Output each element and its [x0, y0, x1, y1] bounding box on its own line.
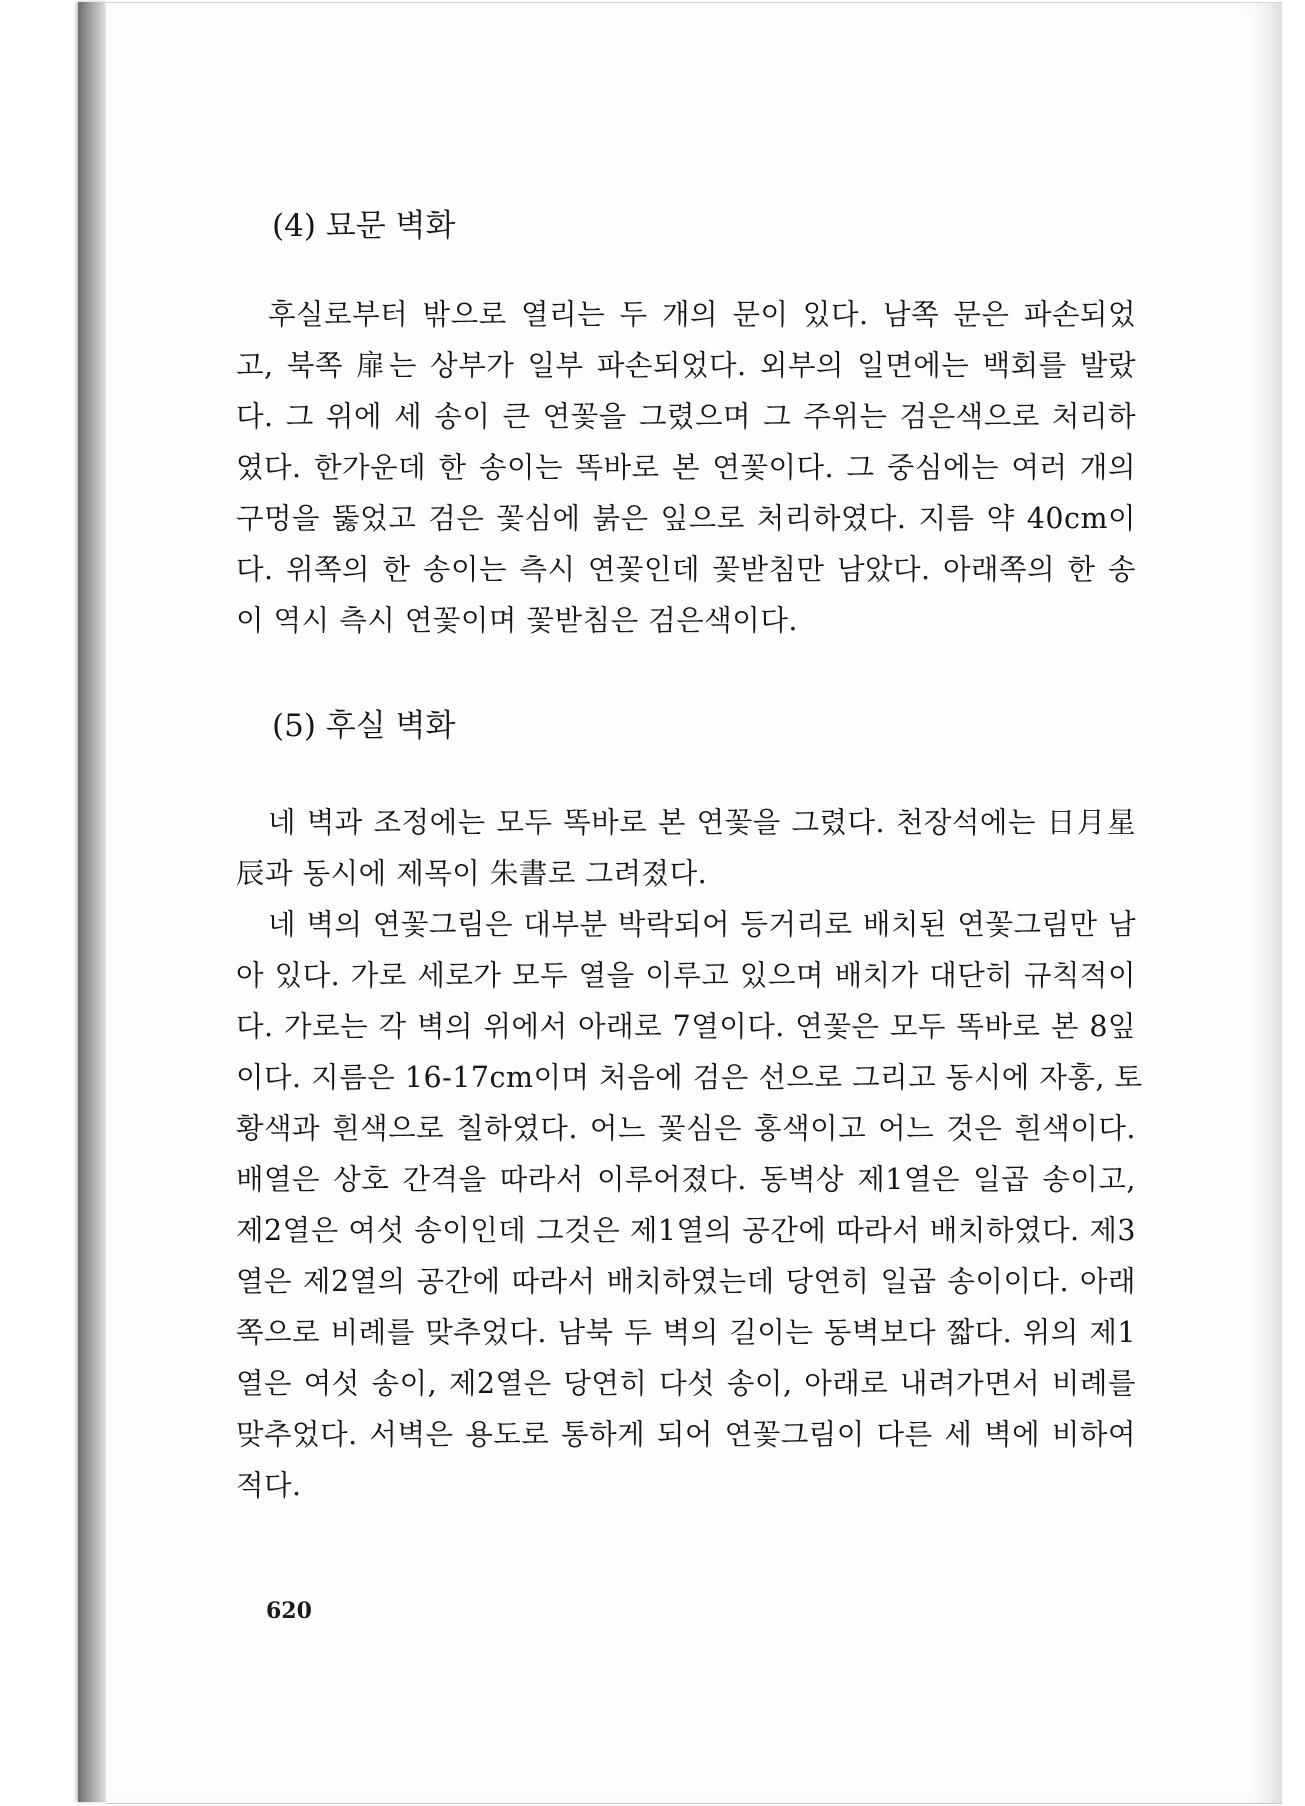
paragraph-line: 제2열은 여섯 송이인데 그것은 제1열의 공간에 따라서 배치하였다. 제3 — [236, 1214, 1136, 1247]
page-number: 620 — [266, 1598, 312, 1624]
paragraph-line: 이 역시 측시 연꽃이며 꽃받침은 검은색이다. — [236, 604, 798, 637]
paragraph-line: 다. 가로는 각 벽의 위에서 아래로 7열이다. 연꽃은 모두 똑바로 본 8잎 — [236, 1010, 1136, 1043]
paragraph-line: 아 있다. 가로 세로가 모두 열을 이루고 있으며 배치가 대단히 규칙적이 — [236, 959, 1136, 992]
paragraph-line: 다. 그 위에 세 송이 큰 연꽃을 그렸으며 그 주위는 검은색으로 처리하 — [236, 400, 1136, 433]
paragraph-line: 였다. 한가운데 한 송이는 똑바로 본 연꽃이다. 그 중심에는 여러 개의 — [236, 451, 1136, 484]
paragraph-line: 다. 위쪽의 한 송이는 측시 연꽃인데 꽃받침만 남았다. 아래쪽의 한 송 — [236, 553, 1136, 586]
paragraph-line: 배열은 상호 간격을 따라서 이루어졌다. 동벽상 제1열은 일곱 송이고, — [236, 1163, 1136, 1196]
paragraph-line: 고, 북쪽 扉는 상부가 일부 파손되었다. 외부의 일면에는 백회를 발랐 — [236, 349, 1136, 382]
paragraph-line: 열은 여섯 송이, 제2열은 당연히 다섯 송이, 아래로 내려가면서 비례를 — [236, 1367, 1136, 1400]
paragraph-line: 쪽으로 비례를 맞추었다. 남북 두 벽의 길이는 동벽보다 짧다. 위의 제1 — [236, 1316, 1136, 1349]
paragraph-line: 적다. — [236, 1469, 302, 1502]
section-4-heading: (4) 묘문 벽화 — [272, 208, 456, 244]
paragraph-line: 구멍을 뚫었고 검은 꽃심에 붉은 잎으로 처리하였다. 지름 약 40cm이 — [236, 502, 1136, 535]
paragraph-line: 열은 제2열의 공간에 따라서 배치하였는데 당연히 일곱 송이이다. 아래 — [236, 1265, 1136, 1298]
paragraph-line: 이다. 지름은 16-17cm이며 처음에 검은 선으로 그리고 동시에 자홍, 토 — [236, 1061, 1143, 1094]
paragraph-line: 황색과 흰색으로 칠하였다. 어느 꽃심은 홍색이고 어느 것은 흰색이다. — [236, 1112, 1136, 1145]
section-5-paragraph-1 — [236, 797, 1136, 899]
paragraph-line: 후실로부터 밖으로 열리는 두 개의 문이 있다. 남쪽 문은 파손되었 — [268, 298, 1136, 331]
section-4-paragraph — [236, 289, 1136, 646]
section-5-heading: (5) 후실 벽화 — [272, 708, 456, 744]
paragraph-line: 네 벽과 조정에는 모두 똑바로 본 연꽃을 그렸다. 천장석에는 日月星 — [268, 806, 1136, 839]
paragraph-line: 맞추었다. 서벽은 용도로 통하게 되어 연꽃그림이 다른 세 벽에 비하여 — [236, 1418, 1136, 1451]
book-page-edges — [78, 2, 108, 1802]
section-5-paragraph-2 — [236, 899, 1143, 1511]
paragraph-line: 네 벽의 연꽃그림은 대부분 박락되어 등거리로 배치된 연꽃그림만 남 — [268, 908, 1136, 941]
paragraph-line: 辰과 동시에 제목이 朱書로 그려졌다. — [236, 857, 708, 890]
